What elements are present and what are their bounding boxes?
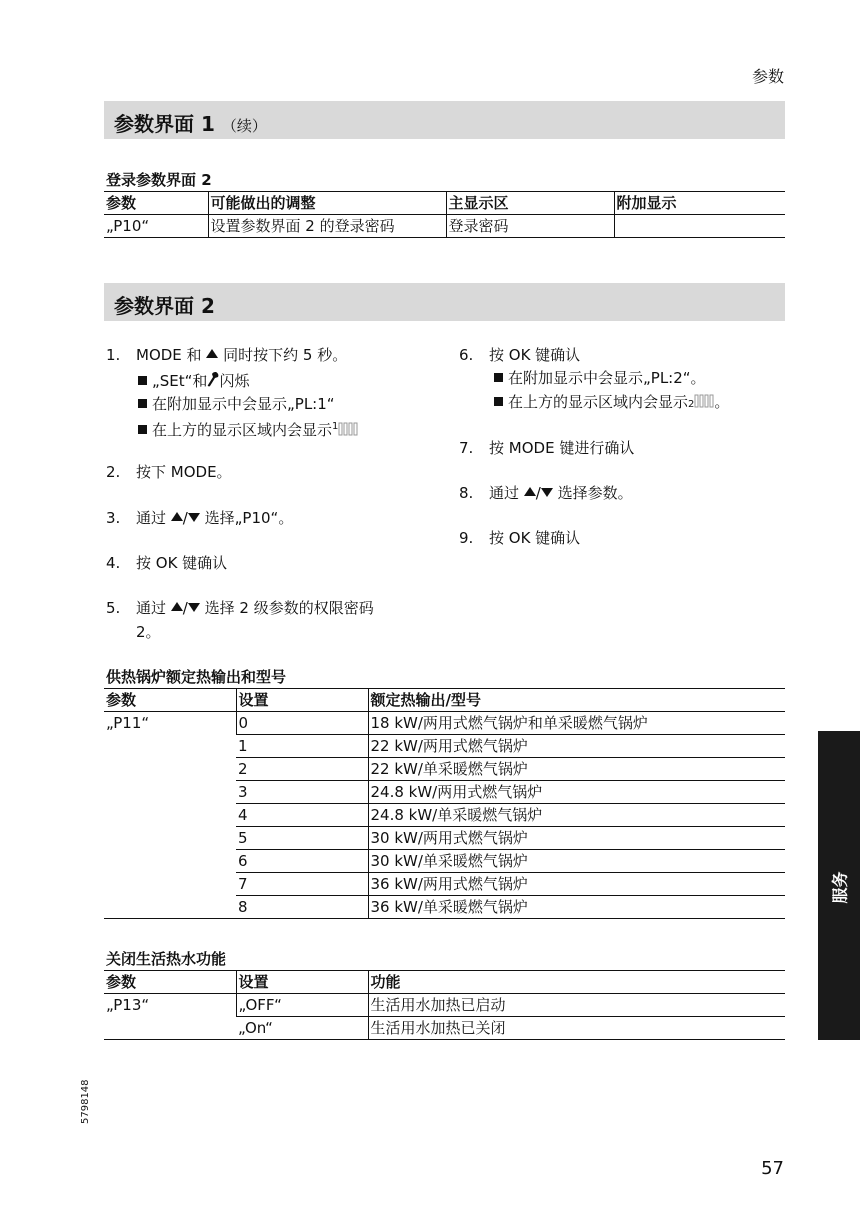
table-cell: „P10“ bbox=[104, 215, 208, 238]
step-number: 4. bbox=[106, 554, 121, 572]
subscript-digit: 2 bbox=[688, 399, 695, 410]
section-subtitle: （续） bbox=[221, 117, 267, 135]
bullet-square-icon bbox=[494, 373, 503, 382]
table-cell: 24.8 kW/单采暖燃气锅炉 bbox=[368, 804, 785, 827]
step-number: 9. bbox=[459, 529, 474, 547]
table-cell: 0 bbox=[236, 712, 368, 735]
table-cell: 登录密码 bbox=[446, 215, 614, 238]
step-text: 按下 MODE。 bbox=[136, 463, 232, 481]
up-triangle-icon bbox=[171, 512, 183, 521]
table-cell: 1 bbox=[236, 735, 368, 758]
bullet-text: 在附加显示中会显示„PL:1“ bbox=[152, 395, 335, 413]
column-header: 参数 bbox=[104, 192, 208, 215]
table-header-row bbox=[104, 689, 785, 712]
bullet-item bbox=[138, 416, 358, 441]
step-text: 2。 bbox=[136, 623, 161, 641]
column-header: 设置 bbox=[236, 971, 368, 994]
bullet-text: „SEt“和 bbox=[152, 372, 208, 390]
table-cell: 30 kW/两用式燃气锅炉 bbox=[368, 827, 785, 850]
table-cell: 设置参数界面 2 的登录密码 bbox=[208, 215, 446, 238]
table-cell-param: „P13“ bbox=[104, 994, 236, 1040]
table-cell: 8 bbox=[236, 896, 368, 919]
step-number: 8. bbox=[459, 484, 474, 502]
step-number: 5. bbox=[106, 599, 121, 617]
step-1 bbox=[106, 343, 347, 367]
wrench-icon bbox=[207, 372, 219, 387]
table-header-row bbox=[104, 192, 785, 215]
column-header: 主显示区 bbox=[446, 192, 614, 215]
section-title-1 bbox=[114, 108, 267, 137]
table-row bbox=[104, 994, 785, 1017]
table-caption-boiler: 供热锅炉额定热输出和型号 bbox=[106, 668, 287, 686]
side-tab-service bbox=[818, 731, 860, 1040]
down-triangle-icon bbox=[188, 603, 200, 612]
step-number: 3. bbox=[106, 509, 121, 527]
table-cell: „On“ bbox=[236, 1017, 368, 1040]
bullet-text: 在上方的显示区域内会显示 bbox=[508, 393, 689, 411]
table-header-row bbox=[104, 971, 785, 994]
table-cell: 5 bbox=[236, 827, 368, 850]
table-cell: 36 kW/单采暖燃气锅炉 bbox=[368, 896, 785, 919]
step-7 bbox=[459, 436, 634, 460]
section-bar-2 bbox=[104, 283, 785, 321]
segment-bars-icon bbox=[694, 394, 714, 408]
segment-bars-icon bbox=[338, 422, 358, 436]
bullet-text: 在上方的显示区域内会显示 bbox=[152, 421, 333, 439]
superscript-digit: 1 bbox=[332, 421, 339, 432]
column-header: 额定热输出/型号 bbox=[368, 689, 785, 712]
step-number: 7. bbox=[459, 439, 474, 457]
step-8 bbox=[459, 481, 633, 505]
bullet-square-icon bbox=[138, 399, 147, 408]
step-text: 通过 bbox=[136, 599, 167, 617]
step-6 bbox=[459, 343, 580, 367]
column-header: 参数 bbox=[104, 689, 236, 712]
table-cell: 2 bbox=[236, 758, 368, 781]
table-cell: 7 bbox=[236, 873, 368, 896]
step-text: 按 OK 键确认 bbox=[489, 346, 581, 364]
bullet-item bbox=[138, 370, 249, 392]
table-cell: 22 kW/两用式燃气锅炉 bbox=[368, 735, 785, 758]
dhw-table bbox=[104, 970, 785, 1040]
table-row bbox=[104, 215, 785, 238]
slash: / bbox=[182, 509, 188, 527]
slash: / bbox=[535, 484, 541, 502]
table-cell: 24.8 kW/两用式燃气锅炉 bbox=[368, 781, 785, 804]
document-number: 5798148 bbox=[80, 1079, 91, 1124]
bullet-text: 。 bbox=[714, 393, 730, 411]
login-table bbox=[104, 191, 785, 238]
step-4 bbox=[106, 551, 227, 575]
table-cell: 18 kW/两用式燃气锅炉和单采暖燃气锅炉 bbox=[368, 712, 785, 735]
step-text: MODE 和 bbox=[136, 346, 202, 364]
step-2 bbox=[106, 460, 232, 484]
boiler-table bbox=[104, 688, 785, 919]
table-cell: 6 bbox=[236, 850, 368, 873]
column-header: 功能 bbox=[368, 971, 785, 994]
table-cell bbox=[614, 215, 785, 238]
side-tab-label: 服务 bbox=[830, 871, 850, 904]
column-header: 可能做出的调整 bbox=[208, 192, 446, 215]
column-header: 附加显示 bbox=[614, 192, 785, 215]
bullet-text: 闪烁 bbox=[219, 372, 250, 390]
step-text: 通过 bbox=[136, 509, 167, 527]
step-text: 按 MODE 键进行确认 bbox=[489, 439, 635, 457]
page-number: 57 bbox=[761, 1158, 784, 1179]
section-bar-1 bbox=[104, 101, 785, 139]
table-cell: 4 bbox=[236, 804, 368, 827]
step-text: 通过 bbox=[489, 484, 520, 502]
up-triangle-icon bbox=[171, 602, 183, 611]
bullet-square-icon bbox=[138, 376, 147, 385]
table-cell: 生活用水加热已启动 bbox=[368, 994, 785, 1017]
step-text: 选择 2 级参数的权限密码 bbox=[204, 599, 374, 617]
table-cell: 36 kW/两用式燃气锅炉 bbox=[368, 873, 785, 896]
section-title-text: 参数界面 1 bbox=[114, 112, 215, 136]
section-title-2: 参数界面 2 bbox=[114, 294, 215, 318]
table-cell-param: „P11“ bbox=[104, 712, 236, 919]
bullet-text: 在附加显示中会显示„PL:2“。 bbox=[508, 369, 706, 387]
table-cell: 3 bbox=[236, 781, 368, 804]
step-number: 2. bbox=[106, 463, 121, 481]
bullet-square-icon bbox=[494, 397, 503, 406]
bullet-square-icon bbox=[138, 425, 147, 434]
table-caption-login: 登录参数界面 2 bbox=[106, 171, 212, 189]
up-triangle-icon bbox=[524, 487, 536, 496]
step-text: 按 OK 键确认 bbox=[489, 529, 581, 547]
step-number: 1. bbox=[106, 346, 121, 364]
bullet-item bbox=[138, 393, 335, 415]
bullet-item bbox=[494, 391, 729, 416]
column-header: 设置 bbox=[236, 689, 368, 712]
table-cell: 生活用水加热已关闭 bbox=[368, 1017, 785, 1040]
step-5 bbox=[106, 596, 446, 644]
column-header: 参数 bbox=[104, 971, 236, 994]
table-cell: „OFF“ bbox=[236, 994, 368, 1017]
step-9 bbox=[459, 526, 580, 550]
table-caption-dhw: 关闭生活热水功能 bbox=[106, 950, 227, 968]
step-text: 选择参数。 bbox=[557, 484, 633, 502]
table-cell: 30 kW/单采暖燃气锅炉 bbox=[368, 850, 785, 873]
down-triangle-icon bbox=[541, 488, 553, 497]
step-3 bbox=[106, 506, 293, 530]
step-text: 同时按下约 5 秒。 bbox=[223, 346, 348, 364]
step-number: 6. bbox=[459, 346, 474, 364]
table-row bbox=[104, 712, 785, 735]
down-triangle-icon bbox=[188, 513, 200, 522]
table-cell: 22 kW/单采暖燃气锅炉 bbox=[368, 758, 785, 781]
up-triangle-icon bbox=[206, 349, 218, 358]
bullet-item bbox=[494, 367, 706, 389]
step-text: 选择„P10“。 bbox=[204, 509, 294, 527]
slash: / bbox=[182, 599, 188, 617]
chapter-header: 参数 bbox=[751, 67, 784, 86]
step-text: 按 OK 键确认 bbox=[136, 554, 228, 572]
